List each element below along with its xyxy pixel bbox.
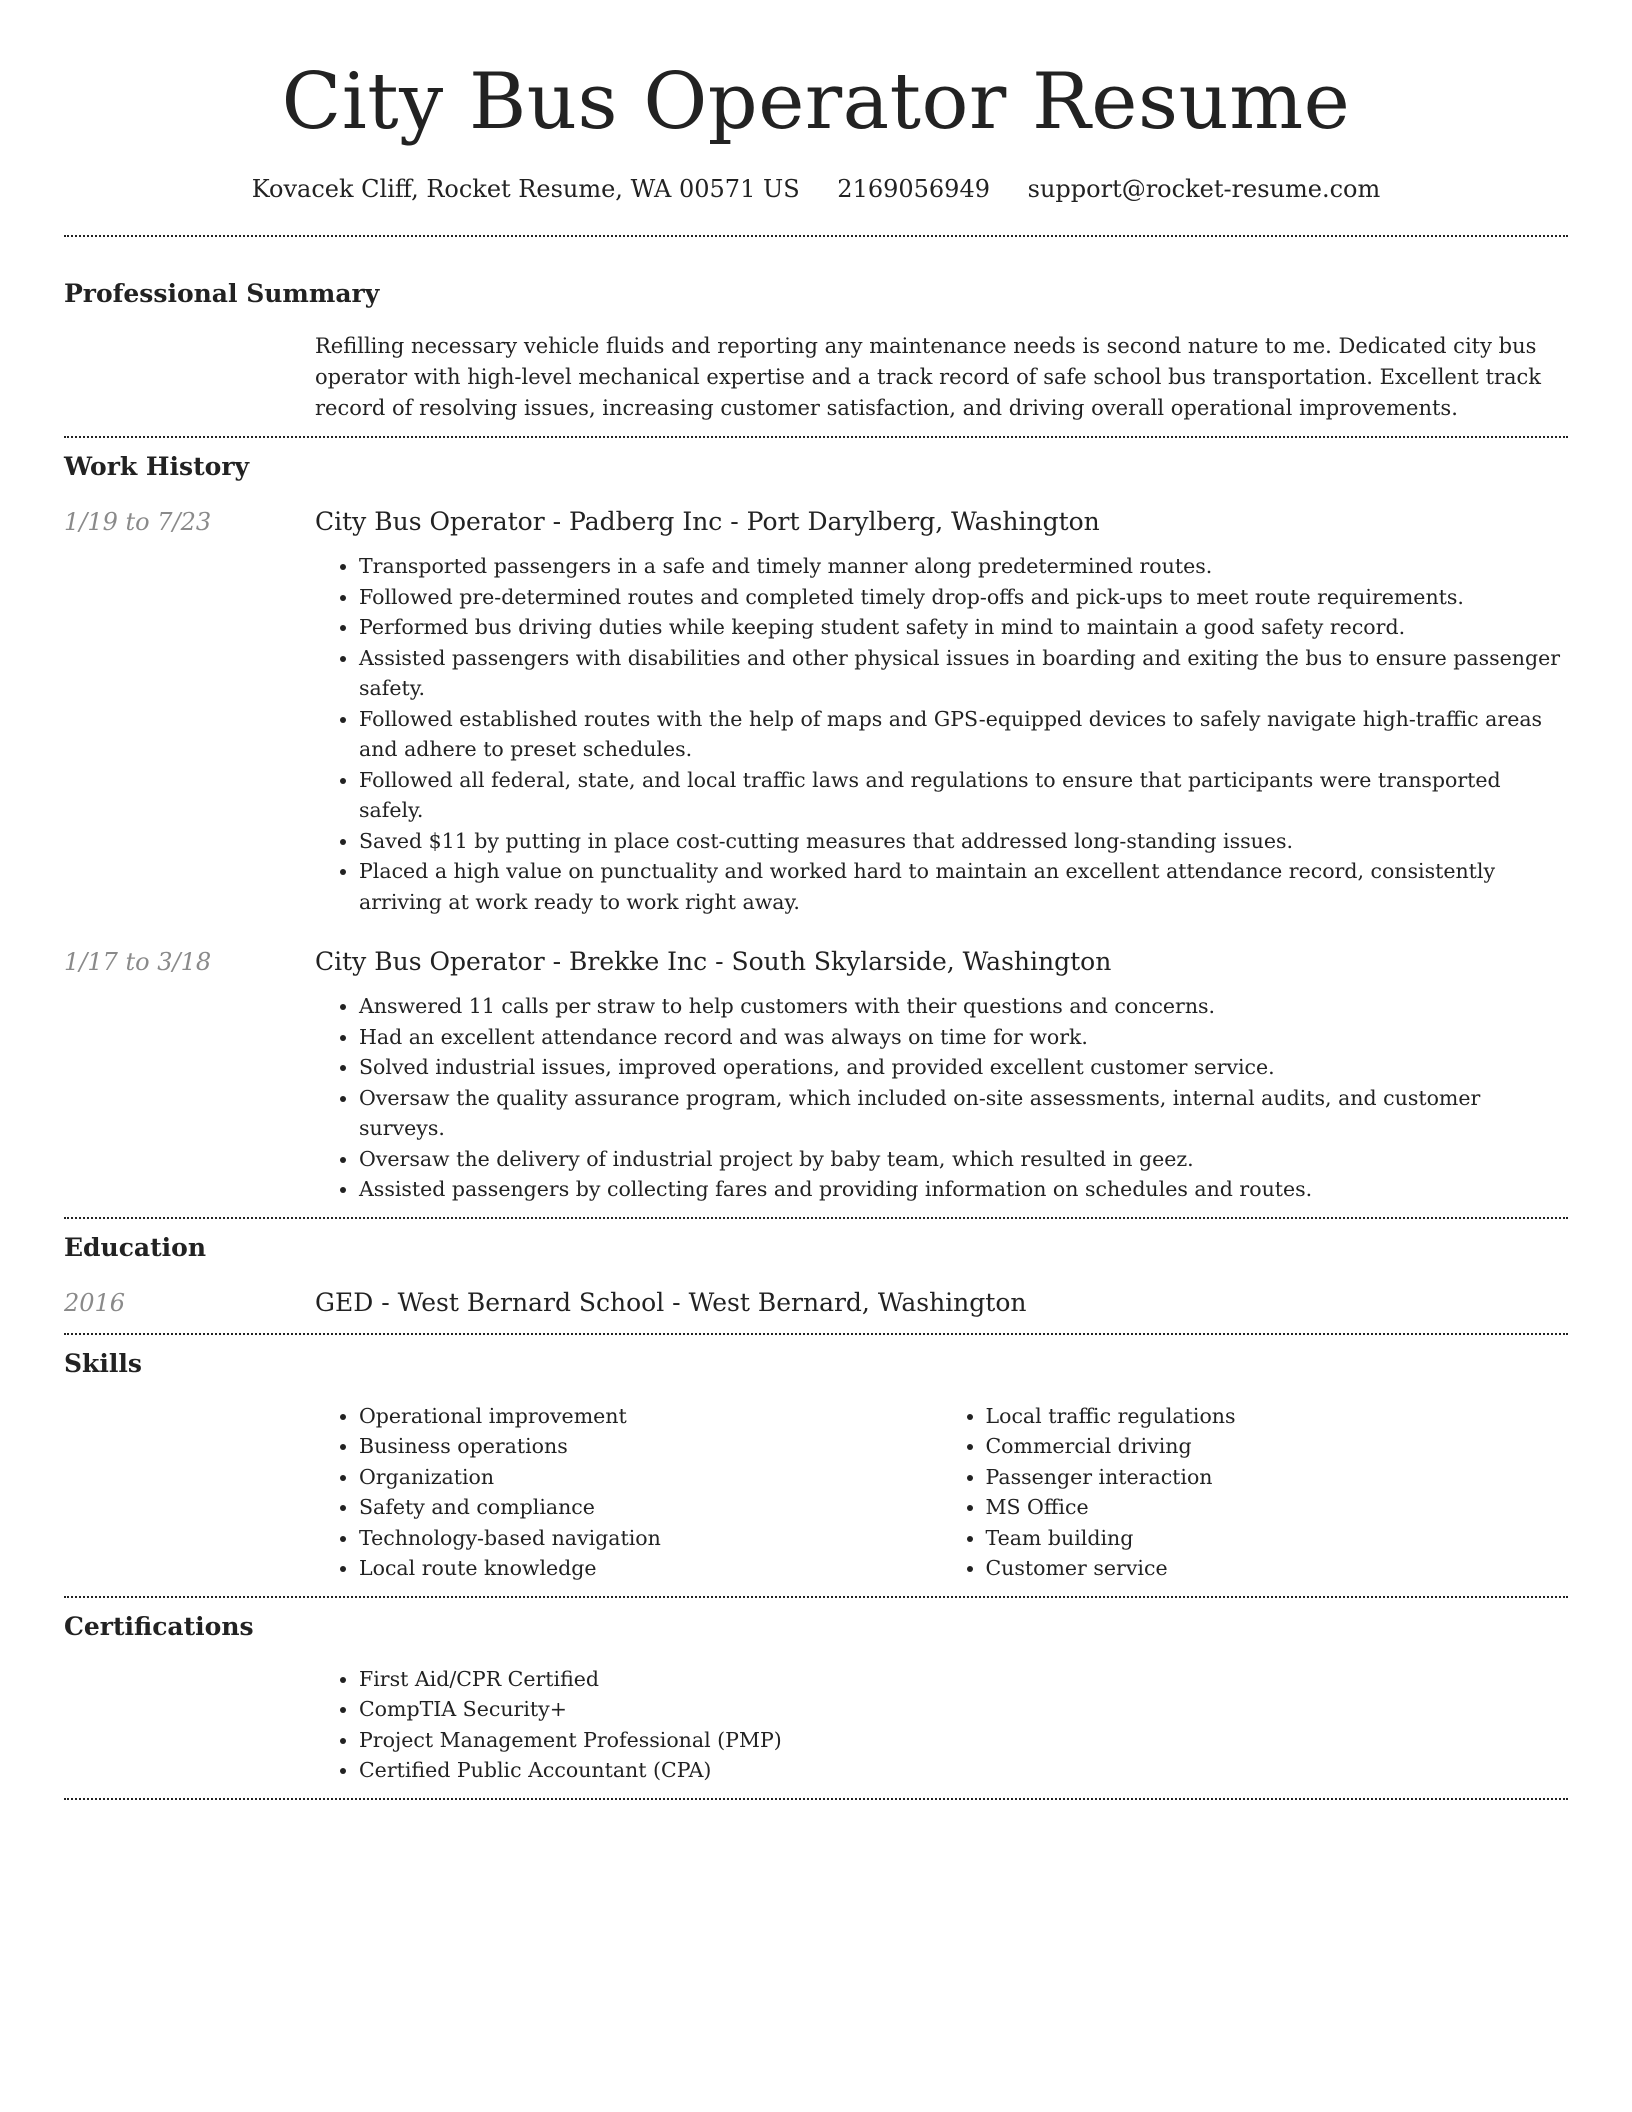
job-duty: • Assisted passengers by collecting fares and providing information on schedules and routes. [359, 1174, 1568, 1205]
certifications-section [64, 1598, 1568, 1798]
summary-heading: Professional Summary [64, 279, 380, 308]
skill-item: • Team building [986, 1523, 1569, 1554]
education-section [64, 1219, 1568, 1333]
skill-item: • MS Office [986, 1492, 1569, 1523]
job-duty: • Placed a high value on punctuality and worked hard to maintain an excellent attendance record, consistently arriving at work ready to work right away. [359, 856, 1568, 917]
skills-heading: Skills [64, 1348, 142, 1378]
skill-item: • Organization [359, 1462, 942, 1493]
job-duties-list [315, 991, 1568, 1205]
skills-section [64, 1335, 1568, 1596]
job-duty: • Answered 11 calls per straw to help customers with their questions and concerns. [359, 991, 1568, 1022]
job-dates: 1/17 to 3/18 [64, 948, 212, 976]
certification-item: • Project Management Professional (PMP) [359, 1725, 1568, 1756]
resume-title: City Bus Operator Resume [281, 57, 1351, 147]
job-title: City Bus Operator - Padberg Inc - Port Darylberg, Washington [315, 507, 1100, 536]
certifications-heading: Certifications [64, 1611, 254, 1641]
section-divider [64, 1798, 1568, 1800]
job-duty: • Transported passengers in a safe and timely manner along predetermined routes. [359, 551, 1568, 582]
job-content [315, 945, 1568, 1205]
job-duty: • Had an excellent attendance record and was always on time for work. [359, 1022, 1568, 1053]
skill-item: • Local route knowledge [359, 1553, 942, 1584]
education-dates: 2016 [64, 1288, 126, 1317]
job-duty: • Oversaw the quality assurance program, which included on-site assessments, internal audits, and customer surveys. [359, 1083, 1568, 1144]
job-duty: • Saved $11 by putting in place cost-cutting measures that addressed long-standing issues. [359, 826, 1568, 857]
skills-columns [315, 1401, 1568, 1596]
contact-address: Kovacek Cliff, Rocket Resume, WA 00571 US [251, 175, 800, 203]
certifications-list [315, 1664, 1568, 1786]
skill-item: • Local traffic regulations [986, 1401, 1569, 1432]
job-duty: • Followed established routes with the help of maps and GPS-equipped devices to safely navigate high-traffic areas and adhere to preset schedules. [359, 704, 1568, 765]
job-duty: • Oversaw the delivery of industrial project by baby team, which resulted in geez. [359, 1144, 1568, 1175]
work-history-section [64, 438, 1568, 1217]
job-title: City Bus Operator - Brekke Inc - South Skylarside, Washington [315, 947, 1112, 976]
resume-page [64, 0, 1568, 1800]
job-duties-list [315, 551, 1568, 917]
skill-item: • Commercial driving [986, 1431, 1569, 1462]
certifications-body [315, 1664, 1568, 1798]
job-dates: 1/19 to 7/23 [64, 508, 212, 536]
education-entry [64, 1286, 1568, 1333]
job-entry [64, 505, 1568, 917]
contact-email: support@rocket-resume.com [1027, 175, 1381, 203]
job-duty: • Performed bus driving duties while keeping student safety in mind to maintain a good safety record. [359, 612, 1568, 643]
job-content [315, 505, 1568, 917]
summary-text: Refilling necessary vehicle fluids and reporting any maintenance needs is second nature to me. Dedicated city bus operator with high-level mechanical expertise and a track record of safe school bus transportation. Excellent track record of resolving issues, increasing customer satisfaction, and driving overall operational improvements. [315, 334, 1541, 420]
skill-item: • Customer service [986, 1553, 1569, 1584]
contact-phone: 2169056949 [837, 175, 990, 203]
job-duty: • Solved industrial issues, improved operations, and provided excellent customer service. [359, 1052, 1568, 1083]
skill-item: • Technology-based navigation [359, 1523, 942, 1554]
job-entry [64, 945, 1568, 1217]
skill-item: • Safety and compliance [359, 1492, 942, 1523]
skills-list-right [942, 1401, 1569, 1584]
summary-section [64, 237, 1568, 436]
skill-item: • Business operations [359, 1431, 942, 1462]
skill-item: • Passenger interaction [986, 1462, 1569, 1493]
job-duty: • Followed pre-determined routes and completed timely drop-offs and pick-ups to meet route requirements. [359, 582, 1568, 613]
education-title: GED - West Bernard School - West Bernard, Washington [315, 1287, 1027, 1317]
job-duty: • Followed all federal, state, and local traffic laws and regulations to ensure that participants were transported safely. [359, 765, 1568, 826]
job-duty: • Assisted passengers with disabilities and other physical issues in boarding and exiting the bus to ensure passenger safety. [359, 643, 1568, 704]
work-history-heading: Work History [64, 452, 250, 481]
skills-list-left [315, 1401, 942, 1584]
education-heading: Education [64, 1232, 207, 1262]
certification-item: • CompTIA Security+ [359, 1694, 1568, 1725]
contact-line [64, 172, 1568, 206]
certification-item: • First Aid/CPR Certified [359, 1664, 1568, 1695]
certification-item: • Certified Public Accountant (CPA) [359, 1755, 1568, 1786]
skill-item: • Operational improvement [359, 1401, 942, 1432]
